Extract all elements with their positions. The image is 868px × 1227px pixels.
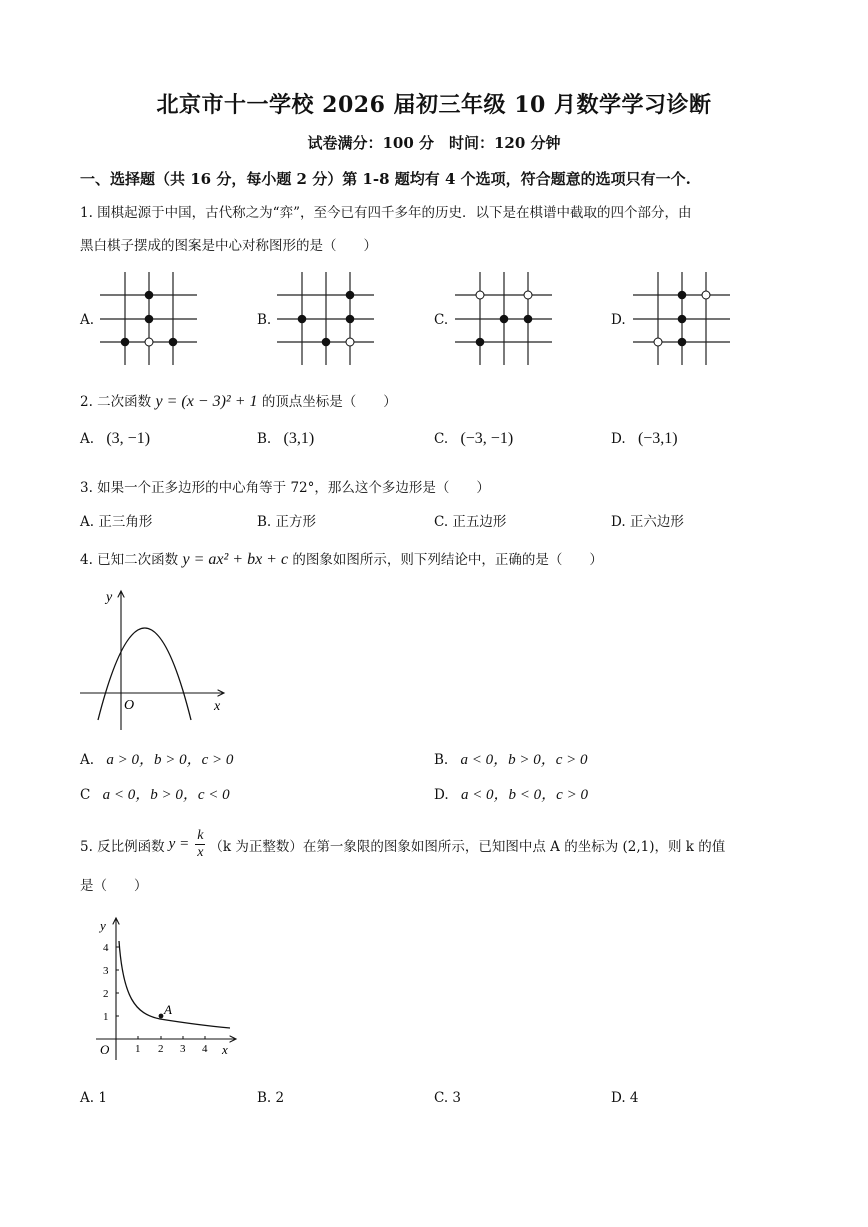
page-title: 北京市十一学校 2026 届初三年级 10 月数学学习诊断 (156, 92, 712, 118)
y-tick-label: 4 (103, 942, 109, 954)
option-label: D. (434, 787, 449, 803)
go-board-c (455, 272, 555, 367)
q5-option-b: B. 2 (257, 1090, 285, 1106)
section-heading: 一、选择题（共 16 分，每小题 2 分）第 1-8 题均有 4 个选项，符合题意的选项只有一个. (80, 170, 691, 188)
option-value: (−3,1) (637, 430, 678, 447)
black-stone (678, 291, 687, 300)
q2-option-b (257, 430, 314, 448)
q4-parabola-graph (76, 585, 236, 735)
white-stone (524, 291, 532, 299)
q3-option-a: A. 正三角形 (80, 514, 153, 530)
q5-formula-lhs: y = (168, 836, 190, 852)
x-tick-label: 2 (158, 1043, 164, 1055)
y-tick-label: 2 (103, 988, 109, 1000)
black-stone (476, 338, 485, 347)
fraction-denominator: x (197, 845, 204, 860)
black-stone (121, 338, 130, 347)
black-stone (500, 315, 509, 324)
q5-stem-suffix: （k 为正整数）在第一象限的图象如图所示，已知图中点 A 的坐标为 (2,1)，则 k 的值 (209, 838, 726, 855)
option-label: C (80, 787, 91, 803)
option-label: C. (434, 431, 449, 447)
y-tick-label: 3 (103, 965, 109, 977)
option-label: B. (257, 431, 272, 447)
q4-option-b (434, 748, 588, 769)
q5-option-c: C. 3 (434, 1090, 462, 1106)
option-value: a < 0，b < 0，c > 0 (460, 787, 588, 803)
y-axis-label: y (106, 590, 113, 605)
point-a (159, 1014, 164, 1019)
option-value: (−3, −1) (460, 430, 514, 447)
black-stone (678, 338, 687, 347)
x-tick-label: 3 (180, 1043, 186, 1055)
exam-info: 试卷满分：100 分 时间：120 分钟 (307, 134, 561, 152)
q4-stem (80, 548, 603, 569)
q5-fraction (195, 828, 205, 861)
q4-option-d (434, 783, 588, 804)
option-value: a < 0，b > 0，c < 0 (102, 787, 230, 803)
hyperbola-curve (119, 941, 230, 1028)
option-value: a > 0，b > 0，c > 0 (106, 752, 234, 768)
option-value: a < 0，b > 0，c > 0 (460, 752, 588, 768)
q2-option-a (80, 430, 150, 448)
option-label: D. (611, 431, 626, 447)
black-stone (145, 291, 154, 300)
option-label: A. (80, 431, 95, 447)
black-stone (298, 315, 307, 324)
white-stone (476, 291, 484, 299)
option-value: (3,1) (283, 430, 315, 447)
q3-option-b: B. 正方形 (257, 514, 317, 530)
q1-option-c-label: C. (434, 312, 449, 328)
q2-stem-suffix: 的顶点坐标是（ ） (261, 394, 397, 410)
black-stone (346, 291, 355, 300)
q5-stem (80, 828, 725, 861)
x-tick-label: 4 (202, 1043, 208, 1055)
black-stone (169, 338, 178, 347)
fraction-numerator: k (197, 828, 204, 843)
q1-stem-line2: 黑白棋子摆成的图案是中心对称图形的是（ ） (80, 238, 377, 254)
black-stone (346, 315, 355, 324)
q4-option-a (80, 748, 233, 769)
white-stone (654, 338, 662, 346)
black-stone (524, 315, 533, 324)
origin-label: O (124, 698, 135, 713)
white-stone (702, 291, 710, 299)
q5-stem-line2: 是（ ） (80, 878, 148, 894)
go-board-a (100, 272, 200, 367)
option-label: A. (80, 752, 95, 768)
q2-stem (80, 390, 397, 411)
y-axis-label: y (100, 918, 106, 933)
go-board-d (633, 272, 733, 367)
q2-option-c (434, 430, 513, 448)
q2-stem-prefix: 2. 二次函数 (80, 394, 152, 410)
q4-formula: y = ax² + bx + c (182, 551, 289, 568)
go-board-b (277, 272, 377, 367)
q4-stem-prefix: 4. 已知二次函数 (80, 552, 179, 568)
q4-option-c (80, 783, 230, 804)
parabola-curve (98, 628, 191, 720)
x-axis-label: x (222, 1042, 228, 1057)
q1-option-b-label: B. (257, 312, 272, 328)
y-tick-label: 1 (103, 1011, 109, 1023)
q5-option-a: A. 1 (80, 1090, 107, 1106)
x-tick-label: 1 (135, 1043, 141, 1055)
origin-label: O (100, 1042, 110, 1057)
q1-stem-line1: 1. 围棋起源于中国，古代称之为“弈”，至今已有四千多年的历史．以下是在棋谱中截取的四个部分，由 (80, 205, 692, 221)
q5-stem-prefix: 5. 反比例函数 (80, 838, 165, 855)
x-axis-label: x (214, 699, 221, 714)
option-label: B. (434, 752, 449, 768)
black-stone (678, 315, 687, 324)
q2-formula: y = (x − 3)² + 1 (155, 393, 258, 410)
q2-option-d (611, 430, 678, 448)
q5-hyperbola-graph (90, 912, 250, 1062)
q3-stem: 3. 如果一个正多边形的中心角等于 72°，那么这个多边形是（ ） (80, 480, 490, 496)
black-stone (145, 315, 154, 324)
point-a-label: A (164, 1002, 172, 1017)
white-stone (145, 338, 153, 346)
q1-option-a-label: A. (80, 312, 95, 328)
q3-option-d: D. 正六边形 (611, 514, 684, 530)
q4-stem-suffix: 的图象如图所示，则下列结论中，正确的是（ ） (292, 552, 603, 568)
white-stone (346, 338, 354, 346)
option-value: (3, −1) (106, 430, 151, 447)
q5-option-d: D. 4 (611, 1090, 639, 1106)
q1-option-d-label: D. (611, 312, 626, 328)
q3-option-c: C. 正五边形 (434, 514, 507, 530)
black-stone (322, 338, 331, 347)
